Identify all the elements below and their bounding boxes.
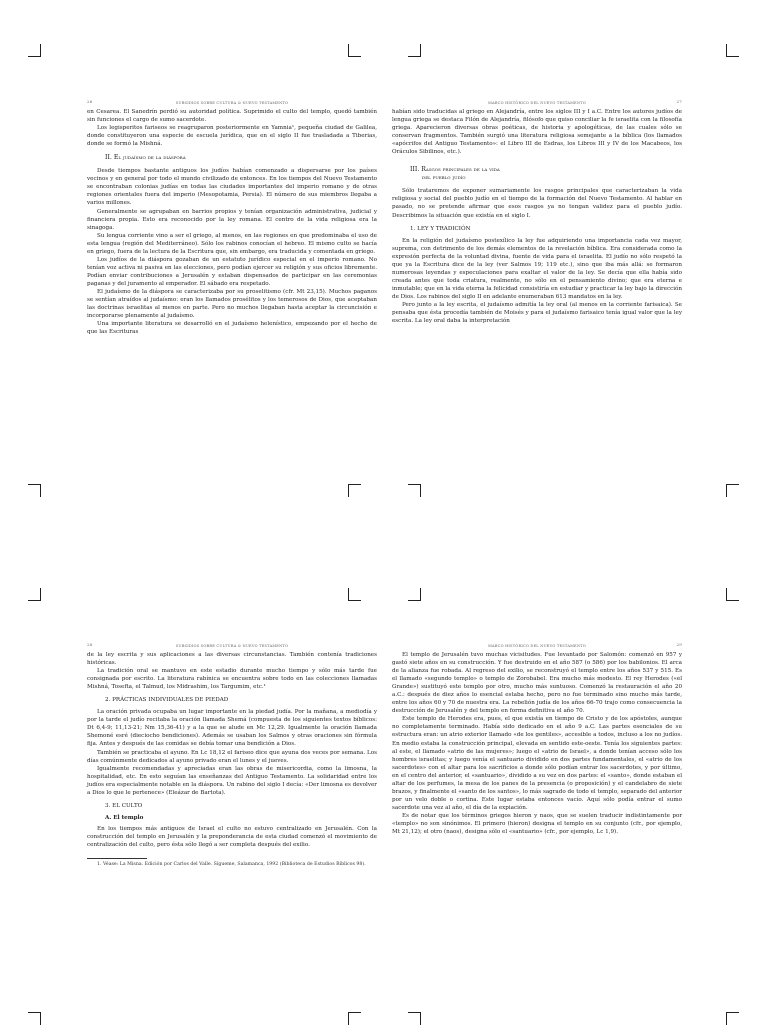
- crop-mark: [408, 484, 421, 497]
- crop-mark: [408, 44, 421, 57]
- crop-mark: [28, 44, 41, 57]
- paragraph: El judaísmo de la diáspora se caracterizaba por su proselitismo (cfr. Mt 23,15). Muchos paganos se sentían atraídos al judaísmo: eran los llamados prosélitos y los temerosos de Dios, que aceptaban las doctrinas israelitas al menos en parte. Pero no muchos llegaban hasta aceptar la circuncisión e incorporarse plenamente al judaísmo.: [87, 288, 377, 320]
- footnote: 1. Véase: La Misna. Edición por Carlos del Valle. Sígueme, Salamanca, 1992 (Biblioteca de Estudios Bíblicos 98).: [97, 862, 366, 868]
- running-header: [392, 98, 682, 108]
- page-28: [87, 641, 377, 868]
- paragraph: Igualmente recomendadas y apreciadas eran las obras de misericordia, como la limosna, la hospitalidad, etc. En esto seguían las enseñanzas del Antiguo Testamento. La solidaridad entre los judíos era especialmente notable en la diáspora. Un rabino del siglo I decía: «Der limosna es devolver a Dios lo que le pertenece» (Eleázar de Bartota).: [87, 765, 377, 796]
- page-number: 29: [676, 642, 682, 647]
- paragraph: de la ley escrita y sus aplicaciones a las diversas circunstancias. También contenía tradiciones históricas.: [87, 652, 377, 667]
- paragraph: Generalmente se agrupaban en barrios propios y tenían organización administrativa, judicial y financiera propia. Esto era reconocido por la ley romana. El centro de la vida religiosa era la sinagoga.: [87, 208, 377, 231]
- running-title: MARCO HISTÓRICO DEL NUEVO TESTAMENTO: [488, 644, 586, 648]
- paragraph: También se practicaba el ayuno. En Lc 18,12 el fariseo dice que ayuna dos veces por semana. Los días comúnmente dedicados al ayuno privado eran el lunes y el jueves.: [87, 749, 377, 764]
- crop-mark: [726, 484, 739, 497]
- crop-mark: [348, 588, 361, 601]
- crop-mark: [726, 588, 739, 601]
- crop-mark: [348, 44, 361, 57]
- running-header: [392, 641, 682, 651]
- crop-mark: [28, 588, 41, 601]
- section-heading-cont: del pueblo judío: [422, 174, 466, 182]
- page-27: [392, 98, 682, 325]
- paragraph: Una importante literatura se desarrolló en el judaísmo helenístico, empezando por el hecho de que las Escrituras: [87, 321, 377, 336]
- section-heading: III. Rasgos principales de la vida: [410, 166, 500, 174]
- page-number: 28: [87, 642, 93, 647]
- running-title: SUBSIDIOS SOBRE CULTURA & NUEVO TESTAMENTO: [175, 101, 289, 105]
- running-header: [87, 641, 377, 651]
- crop-mark: [408, 1012, 421, 1025]
- paragraph: En la religión del judaísmo postexílico la ley fue adquiriendo una importancia cada vez mayor, suprema, con detrimento de los demás elementos de la revelación bíblica. Era considerada como la expresión perfecta de la voluntad divina, fuente de vida para el israelita. El judío no sólo respetó la que ya la Escritura dice de la ley (ver Salmos 19; 119 etc.), sino que iba más allá: se formaron numerosas leyendas y especulaciones para exaltar el valor de la ley. Se decía que ella había sido creada antes que toda criatura, realmente, no sólo en el pensamiento divino; que era eterna e inmutable; que en la vida eterna la felicidad consistiría en estudiar y practicar la ley bajo la dirección de Dios. Los rabinos del siglo II en adelante enumeraban 613 mandatos en la ley.: [392, 237, 682, 300]
- crop-mark: [726, 44, 739, 57]
- paragraph: La tradición oral se mantuvo en este estadio durante mucho tiempo y sólo más tarde fue consignada por escrito. La literatura rabínica se encuentra sobre todo en las colecciones llamadas Mishná, Tosefta, el Talmud, los Midrashim, los Targumim, etc.¹: [87, 668, 377, 691]
- paragraph: El templo de Jerusalén tuvo muchas vicisitudes. Fue levantado por Salomón: comenzó en 957 y gastó siete años en su construcción. Y fue destruido en el año 587 (o 586) por los babilonios. El arca de la alianza fue robada. Al regreso del exilio, se reconstruyó el templo entre los años 537 y 515. Es el llamado «segundo templo» o templo de Zorobabel. Era mucho más modesto. El rey Herodes («el Grande») sustituyó este templo por otro, mucho más suntuoso. Comenzó la restauración el año 20 a.C.: después de diez años lo esencial estaba hecho, pero no fue terminado sino mucho más tarde, entre los años 60 y 70 de nuestra era. La rebelión judía de los años 66-70 trajo como consecuencia la destrucción de Jerusalén y del templo en forma definitiva el año 70.: [392, 652, 682, 715]
- crop-mark: [726, 1012, 739, 1025]
- crop-mark: [28, 1012, 41, 1025]
- subheading: 1. LEY Y TRADICIÓN: [410, 225, 471, 232]
- paragraph: En los tiempos más antiguos de Israel el culto no estuvo centralizado en Jerusalén. Con la construcción del templo en Jerusalén y la preponderancia de esta ciudad comenzó el movimiento de centralización del culto, pero ésta sólo llegó a ser completa después del exilio.: [87, 825, 377, 848]
- running-title: SUBSIDIOS SOBRE CULTURA & NUEVO TESTAMENTO: [175, 644, 289, 648]
- subheading: 3. EL CULTO: [105, 802, 143, 809]
- crop-mark: [348, 484, 361, 497]
- page-26: [87, 98, 377, 336]
- paragraph: Los legisperitos fariseos se reagruparon posteriormente en Yamnia¹, pequeña ciudad de Galilea, donde constituyeron una especie de escuela jurídica, que en el siglo II fue trasladada a Tiberias, donde se formó la Mishná.: [87, 125, 377, 148]
- paragraph: Los judíos de la diáspora gozaban de un estatuto jurídico especial en el imperio romano. No tenían voz activa ni pasiva en las elecciones, pero podían ejercer su religión y sus oficios libremente. Podían enviar contribuciones a Jerusalén y estaban dispensados de participar en las ceremonias paganas y del juramento al emperador. El sábado era respetado.: [87, 256, 377, 287]
- crop-mark: [408, 588, 421, 601]
- paragraph: en Cesarea. El Sanedrín perdió su autoridad política. Suprimido el culto del templo, quedó también sin funciones el cargo de sumo sacerdote.: [87, 109, 377, 124]
- paragraph: Pero junto a la ley escrita, el judaísmo admitía la ley oral (al menos en la corriente farisaica). Se pensaba que ésta procedía también de Moisés y para el judaísmo farisaico tenía igual valor que la ley escrita. La ley oral daba la interpretación: [392, 301, 682, 325]
- running-title: MARCO HISTÓRICO DEL NUEVO TESTAMENTO: [488, 101, 586, 105]
- page-29: [392, 641, 682, 836]
- crop-mark: [348, 1012, 361, 1025]
- section-heading: II. El judaísmo de la diáspora: [105, 154, 186, 162]
- crop-mark: [28, 484, 41, 497]
- paragraph: Sólo trataremos de exponer sumariamente los rasgos principales que caracterizaban la vida religiosa y social del pueblo judío en el tiempo de la formación del Nuevo Testamento. Al hablar en pasado, no se pretende afirmar que esos rasgos ya no tengan validez para el pueblo judío. Describimos la situación que existía en el siglo I.: [392, 188, 682, 219]
- subheading: 2. PRÁCTICAS INDIVIDUALES DE PIEDAD: [105, 697, 229, 704]
- paragraph: habían sido traducidas al griego en Alejandría, entre los siglos III y I a.C. Entre los autores judíos de lengua griega se destaca Filón de Alejandría, filósofo que quiso conciliar la fe israelita con la filosofía griega. Aparecieron diversas obras poéticas, de historia y apologéticas, de las cuales sólo se conservan fragmentos. También surgió una literatura religiosa semejante a la bíblica (los llamados «apócrifos del Antiguo Testamento»: el Libro III de Esdras, los Libros III y IV de los Macabeos, los Oráculos Sibilinos, etc.).: [392, 109, 682, 156]
- paragraph: Es de notar que los términos griegos hieron y naos, que se suelen traducir indistintamente por «templo» no son sinónimos. El primero (hieron) designa el templo en su conjunto (cfr., por ejemplo, Mt 21,12); el otro (naos), designa sólo el «santuario» (cfr., por ejemplo, Lc 1,9).: [392, 812, 682, 836]
- paragraph: La oración privada ocupaba un lugar importante en la piedad judía. Por la mañana, a mediodía y por la tarde el judío recitaba la oración llamada Shemá (compuesta de los siguientes textos bíblicos: Dt 6,4-9; 11,13-21; Nm 15,36-41) y a la que se alude en Mc 12,29. Igualmente la oración llamada Shemoné esré (dieciocho bendiciones). Además se usaban los Salmos y otras oraciones sin fórmula fija. Antes y después de las comidas se debía tomar una bendición a Dios.: [87, 709, 377, 748]
- paragraph: Su lengua corriente vino a ser el griego, al menos, en las regiones en que predominaba el uso de esta lengua (región del Mediterráneo). Sólo los rabinos conocían el hebreo. El mismo culto se hacía en griego, fuera de la lectura de la Escritura que, sin embargo, era traducida y comentada en griego.: [87, 232, 377, 255]
- page-number: 27: [676, 99, 682, 104]
- subheading: A. El templo: [105, 814, 144, 821]
- paragraph: Este templo de Herodes era, pues, el que existía en tiempo de Cristo y de los apóstoles, aunque no completamente terminado. Había sido dedicado en el año 9 a.C. Las partes esenciales de su estructura eran: un atrio exterior llamado «de los gentiles», accesible a todos, incluso a los no judíos. En medio estaba la construcción principal, elevada en sentido este-oeste. Tenía los siguientes partes: al este, el llamado «atrio de las mujeres»; luego el «atrio de Israel», a donde tenían acceso sólo los hombres israelitas; y luego venía el santuario dividido en dos partes fundamentales, el «atrio de los sacerdotes» con el altar para los sacrificios a donde sólo podían entrar los sacerdotes, y por último, en el centro del anterior, el «santuario», dividido a su vez en dos partes: el «santo», donde estaban el altar de los perfumes, la mesa de los panes de la presencia (o proposición) y el candelabro de siete brazos, y finalmente el «santo de los santos», lo más sagrado de todo el templo, separado del anterior por un velo doble o cortina. Este lugar estaba entonces vacío. Aquí sólo podía entrar el sumo sacerdote una vez al año, el día de la expiación.: [392, 716, 682, 811]
- running-header: [87, 98, 377, 108]
- footnote-rule: [87, 858, 147, 859]
- paragraph: Desde tiempos bastante antiguos los judíos habían comenzado a dispersarse por los países vecinos y en general por todo el mundo civilizado de entonces. En los tiempos del Nuevo Testamento se encontraban colonias judías en todas las ciudades importantes del imperio romano y de otras regiones orientales fuera del imperio (Mesopotamia, Persia). El número de sus miembros llegaba a varios millones.: [87, 168, 377, 207]
- page-number: 26: [87, 99, 93, 104]
